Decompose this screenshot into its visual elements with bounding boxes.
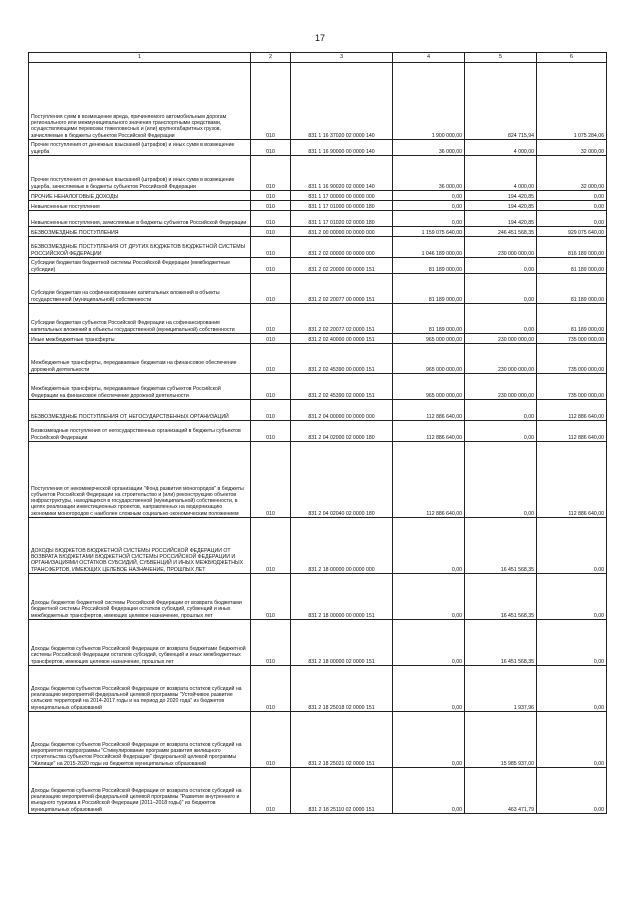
approved-plan-cell: 81 189 000,00 [393,258,465,274]
table-row [29,211,607,227]
revenue-name-cell: Прочие поступления от денежных взысканий (штрафов) и иных сумм в возмещение ущерба, зачисляемые в бюджеты субъектов Российской Федерации [29,156,251,191]
classification-code-cell: 831 2 02 20077 00 0000 151 [291,274,393,304]
line-code-cell: 010 [251,304,291,334]
budget-revenue-table [28,52,607,814]
classification-code-cell: 831 2 02 00000 00 0000 000 [291,237,393,258]
approved-plan-cell: 36 000,00 [393,156,465,191]
column-header: 1 [29,53,251,63]
line-code-cell: 010 [251,374,291,400]
table-row [29,442,607,518]
executed-cell: 463 471,79 [465,768,537,814]
line-code-cell: 010 [251,344,291,374]
classification-code-cell: 831 2 18 00000 02 0000 151 [291,620,393,666]
executed-cell: 16 451 568,35 [465,620,537,666]
table-row [29,400,607,421]
classification-code-cell: 831 2 02 20000 00 0000 151 [291,258,393,274]
revenue-name-cell: Доходы бюджетов субъектов Российской Федерации от возврата остатков субсидий на реализацию мероприятий федеральной целевой программы "Развитие внутреннего и въездного туризма в Российской Федерации (2011–2018 годы)" из бюджетов муниципальных образований [29,768,251,814]
column-number-row [29,53,607,63]
approved-plan-cell: 112 886 640,00 [393,442,465,518]
line-code-cell: 010 [251,227,291,237]
unexecuted-cell: 112 886 640,00 [537,421,607,442]
table-row [29,518,607,574]
executed-cell: 0,00 [465,258,537,274]
line-code-cell: 010 [251,201,291,211]
executed-cell: 0,00 [465,442,537,518]
revenue-name-cell: Невыясненные поступления, зачисляемые в бюджеты субъектов Российской Федерации [29,211,251,227]
unexecuted-cell: 0,00 [537,191,607,201]
line-code-cell: 010 [251,421,291,442]
unexecuted-cell: 816 189 000,00 [537,237,607,258]
table-row [29,274,607,304]
column-header: 3 [291,53,393,63]
revenue-name-cell: Межбюджетные трансферты, передаваемые бюджетам субъектов Российской Федерации на финансовое обеспечение дорожной деятельности [29,374,251,400]
classification-code-cell: 831 1 16 90000 00 0000 140 [291,140,393,156]
table-row [29,374,607,400]
approved-plan-cell: 1 046 189 000,00 [393,237,465,258]
column-header: 5 [465,53,537,63]
unexecuted-cell: 32 000,00 [537,140,607,156]
line-code-cell: 010 [251,237,291,258]
table-row [29,712,607,768]
line-code-cell: 010 [251,334,291,344]
unexecuted-cell: 735 000 000,00 [537,374,607,400]
classification-code-cell: 831 2 18 25110 02 0000 151 [291,768,393,814]
approved-plan-cell: 0,00 [393,620,465,666]
classification-code-cell: 831 2 18 00000 00 0000 151 [291,574,393,620]
revenue-name-cell: Межбюджетные трансферты, передаваемые бюджетам на финансовое обеспечение дорожной деятельности [29,344,251,374]
revenue-name-cell: Доходы бюджетов субъектов Российской Федерации от возврата остатков субсидий на реализацию мероприятий федеральной целевой программы "Устойчивое развитие сельских территорий на 2014-2017 годы и на период до 2020 года" из бюджетов муниципальных образований [29,666,251,712]
line-code-cell: 010 [251,274,291,304]
revenue-name-cell: БЕЗВОЗМЕЗДНЫЕ ПОСТУПЛЕНИЯ ОТ ДРУГИХ БЮДЖЕТОВ БЮДЖЕТНОЙ СИСТЕМЫ РОССИЙСКОЙ ФЕДЕРАЦИИ [29,237,251,258]
classification-code-cell: 831 2 00 00000 00 0000 000 [291,227,393,237]
line-code-cell: 010 [251,442,291,518]
revenue-name-cell: Невыясненные поступления [29,201,251,211]
classification-code-cell: 831 2 04 02000 02 0000 180 [291,421,393,442]
table-row [29,334,607,344]
table-row [29,227,607,237]
executed-cell: 0,00 [465,421,537,442]
unexecuted-cell: 735 000 000,00 [537,344,607,374]
unexecuted-cell: 0,00 [537,201,607,211]
line-code-cell: 010 [251,211,291,227]
line-code-cell: 010 [251,140,291,156]
executed-cell: 4 000,00 [465,156,537,191]
executed-cell: 246 451 568,35 [465,227,537,237]
executed-cell: 230 000 000,00 [465,344,537,374]
unexecuted-cell: 32 000,00 [537,156,607,191]
approved-plan-cell: 0,00 [393,201,465,211]
line-code-cell: 010 [251,400,291,421]
approved-plan-cell: 1 900 000,00 [393,63,465,140]
executed-cell: 1 937,96 [465,666,537,712]
approved-plan-cell: 965 000 000,00 [393,334,465,344]
unexecuted-cell: 1 075 284,06 [537,63,607,140]
line-code-cell: 010 [251,258,291,274]
executed-cell: 0,00 [465,304,537,334]
approved-plan-cell: 965 000 000,00 [393,374,465,400]
executed-cell: 16 451 568,35 [465,574,537,620]
classification-code-cell: 831 1 17 00000 00 0000 000 [291,191,393,201]
revenue-name-cell: Субсидии бюджетам на софинансирование капитальных вложений в объекты государственной (муниципальной) собственности [29,274,251,304]
table-row [29,201,607,211]
line-code-cell: 010 [251,518,291,574]
table-row [29,304,607,334]
executed-cell: 230 000 000,00 [465,237,537,258]
executed-cell: 194 420,85 [465,191,537,201]
table-row [29,574,607,620]
column-header: 2 [251,53,291,63]
approved-plan-cell: 36 000,00 [393,140,465,156]
unexecuted-cell: 0,00 [537,666,607,712]
revenue-name-cell: ПРОЧИЕ НЕНАЛОГОВЫЕ ДОХОДЫ [29,191,251,201]
revenue-name-cell: Поступления от некоммерческой организации "Фонд развития моногородов" в бюджеты субъектов Российской Федерации на строительство и (или) реконструкцию объектов инфраструктуры, находящихся в государственной (муниципальной) собственности, в целях реализации инвестиционных проектов, направленных на модернизацию экономики моногородов с наиболее сложным социально-экономическим положением [29,442,251,518]
unexecuted-cell: 0,00 [537,574,607,620]
unexecuted-cell: 0,00 [537,211,607,227]
executed-cell: 824 715,94 [465,63,537,140]
approved-plan-cell: 0,00 [393,666,465,712]
table-row [29,620,607,666]
table-row [29,258,607,274]
revenue-name-cell: БЕЗВОЗМЕЗДНЫЕ ПОСТУПЛЕНИЯ ОТ НЕГОСУДАРСТВЕННЫХ ОРГАНИЗАЦИЙ [29,400,251,421]
revenue-name-cell: Поступления сумм в возмещение вреда, причиняемого автомобильным дорогам регионального или межмуниципального значения транспортными средствами, осуществляющими перевозки тяжеловесных и (или) крупногабаритных грузов, зачисляемые в бюджеты субъектов Российской Федерации [29,63,251,140]
classification-code-cell: 831 1 16 90020 02 0000 140 [291,156,393,191]
executed-cell: 194 420,85 [465,201,537,211]
approved-plan-cell: 112 886 640,00 [393,421,465,442]
classification-code-cell: 831 1 16 37020 02 0000 140 [291,63,393,140]
unexecuted-cell: 112 886 640,00 [537,400,607,421]
page-number: 17 [314,33,325,43]
executed-cell: 16 451 568,35 [465,518,537,574]
table-row [29,768,607,814]
classification-code-cell: 831 2 18 25018 02 0000 151 [291,666,393,712]
executed-cell: 4 000,00 [465,140,537,156]
unexecuted-cell: 81 189 000,00 [537,258,607,274]
table-row [29,666,607,712]
unexecuted-cell: 0,00 [537,518,607,574]
table-row [29,156,607,191]
approved-plan-cell: 81 189 000,00 [393,274,465,304]
classification-code-cell: 831 1 17 01000 00 0000 180 [291,201,393,211]
revenue-name-cell: Доходы бюджетов субъектов Российской Федерации от возврата бюджетами бюджетной системы Российской Федерации остатков субсидий, субвенций и иных межбюджетных трансфертов, имеющих целевое назначение, прошлых лет [29,620,251,666]
classification-code-cell: 831 2 04 02040 02 0000 180 [291,442,393,518]
revenue-name-cell: Доходы бюджетов субъектов Российской Федерации от возврата остатков субсидий на мероприятия подпрограммы "Стимулирование программ развития жилищного строительства субъектов Российской Федерации" федеральной целевой программы "Жилище" на 2015-2020 годы из бюджетов муниципальных образований [29,712,251,768]
executed-cell: 230 000 000,00 [465,374,537,400]
executed-cell: 0,00 [465,274,537,304]
revenue-name-cell: Прочие поступления от денежных взысканий (штрафов) и иных сумм в возмещение ущерба [29,140,251,156]
classification-code-cell: 831 2 02 45390 00 0000 151 [291,344,393,374]
table-row [29,140,607,156]
unexecuted-cell: 929 075 640,00 [537,227,607,237]
unexecuted-cell: 81 189 000,00 [537,274,607,304]
line-code-cell: 010 [251,768,291,814]
revenue-name-cell: Иные межбюджетные трансферты [29,334,251,344]
classification-code-cell: 831 2 02 20077 02 0000 151 [291,304,393,334]
unexecuted-cell: 112 886 640,00 [537,442,607,518]
line-code-cell: 010 [251,620,291,666]
table-body [29,63,607,814]
approved-plan-cell: 81 189 000,00 [393,304,465,334]
approved-plan-cell: 0,00 [393,211,465,227]
classification-code-cell: 831 2 18 25021 02 0000 151 [291,712,393,768]
table-row [29,191,607,201]
unexecuted-cell: 81 189 000,00 [537,304,607,334]
line-code-cell: 010 [251,63,291,140]
revenue-name-cell: Безвозмездные поступления от негосударственных организаций в бюджеты субъектов Российской Федерации [29,421,251,442]
unexecuted-cell: 0,00 [537,712,607,768]
unexecuted-cell: 735 000 000,00 [537,334,607,344]
classification-code-cell: 831 2 02 45390 02 0000 151 [291,374,393,400]
executed-cell: 0,00 [465,400,537,421]
approved-plan-cell: 965 000 000,00 [393,344,465,374]
line-code-cell: 010 [251,712,291,768]
classification-code-cell: 831 2 04 00000 00 0000 000 [291,400,393,421]
approved-plan-cell: 0,00 [393,518,465,574]
revenue-name-cell: БЕЗВОЗМЕЗДНЫЕ ПОСТУПЛЕНИЯ [29,227,251,237]
line-code-cell: 010 [251,666,291,712]
revenue-name-cell: Субсидии бюджетам бюджетной системы Российской Федерации (межбюджетные субсидии) [29,258,251,274]
line-code-cell: 010 [251,191,291,201]
executed-cell: 194 420,85 [465,211,537,227]
revenue-name-cell: Субсидии бюджетам субъектов Российской Федерации на софинансирование капитальных вложений в объекты государственной (муниципальной) собственности [29,304,251,334]
line-code-cell: 010 [251,156,291,191]
approved-plan-cell: 0,00 [393,712,465,768]
unexecuted-cell: 0,00 [537,768,607,814]
line-code-cell: 010 [251,574,291,620]
unexecuted-cell: 0,00 [537,620,607,666]
table-row [29,237,607,258]
approved-plan-cell: 0,00 [393,574,465,620]
executed-cell: 230 000 000,00 [465,334,537,344]
approved-plan-cell: 0,00 [393,768,465,814]
approved-plan-cell: 1 159 075 640,00 [393,227,465,237]
classification-code-cell: 831 2 18 00000 00 0000 000 [291,518,393,574]
revenue-name-cell: Доходы бюджетов бюджетной системы Российской Федерации от возврата бюджетами бюджетной системы Российской Федерации остатков субсидий, субвенций и иных межбюджетных трансфертов, имеющих целевое назначение, прошлых лет [29,574,251,620]
executed-cell: 15 985 937,00 [465,712,537,768]
column-header: 4 [393,53,465,63]
revenue-name-cell: ДОХОДЫ БЮДЖЕТОВ БЮДЖЕТНОЙ СИСТЕМЫ РОССИЙСКОЙ ФЕДЕРАЦИИ ОТ ВОЗВРАТА БЮДЖЕТАМИ БЮДЖЕТНОЙ СИСТЕМЫ РОССИЙСКОЙ ФЕДЕРАЦИИ И ОРГАНИЗАЦИЯМИ ОСТАТКОВ СУБСИДИЙ, СУБВЕНЦИЙ И ИНЫХ МЕЖБЮДЖЕТНЫХ ТРАНСФЕРТОВ, ИМЕЮЩИХ ЦЕЛЕВОЕ НАЗНАЧЕНИЕ, ПРОШЛЫХ ЛЕТ [29,518,251,574]
approved-plan-cell: 112 886 640,00 [393,400,465,421]
approved-plan-cell: 0,00 [393,191,465,201]
column-header: 6 [537,53,607,63]
table-row [29,63,607,140]
table-row [29,344,607,374]
table-row [29,421,607,442]
classification-code-cell: 831 1 17 01020 02 0000 180 [291,211,393,227]
classification-code-cell: 831 2 02 40000 00 0000 151 [291,334,393,344]
